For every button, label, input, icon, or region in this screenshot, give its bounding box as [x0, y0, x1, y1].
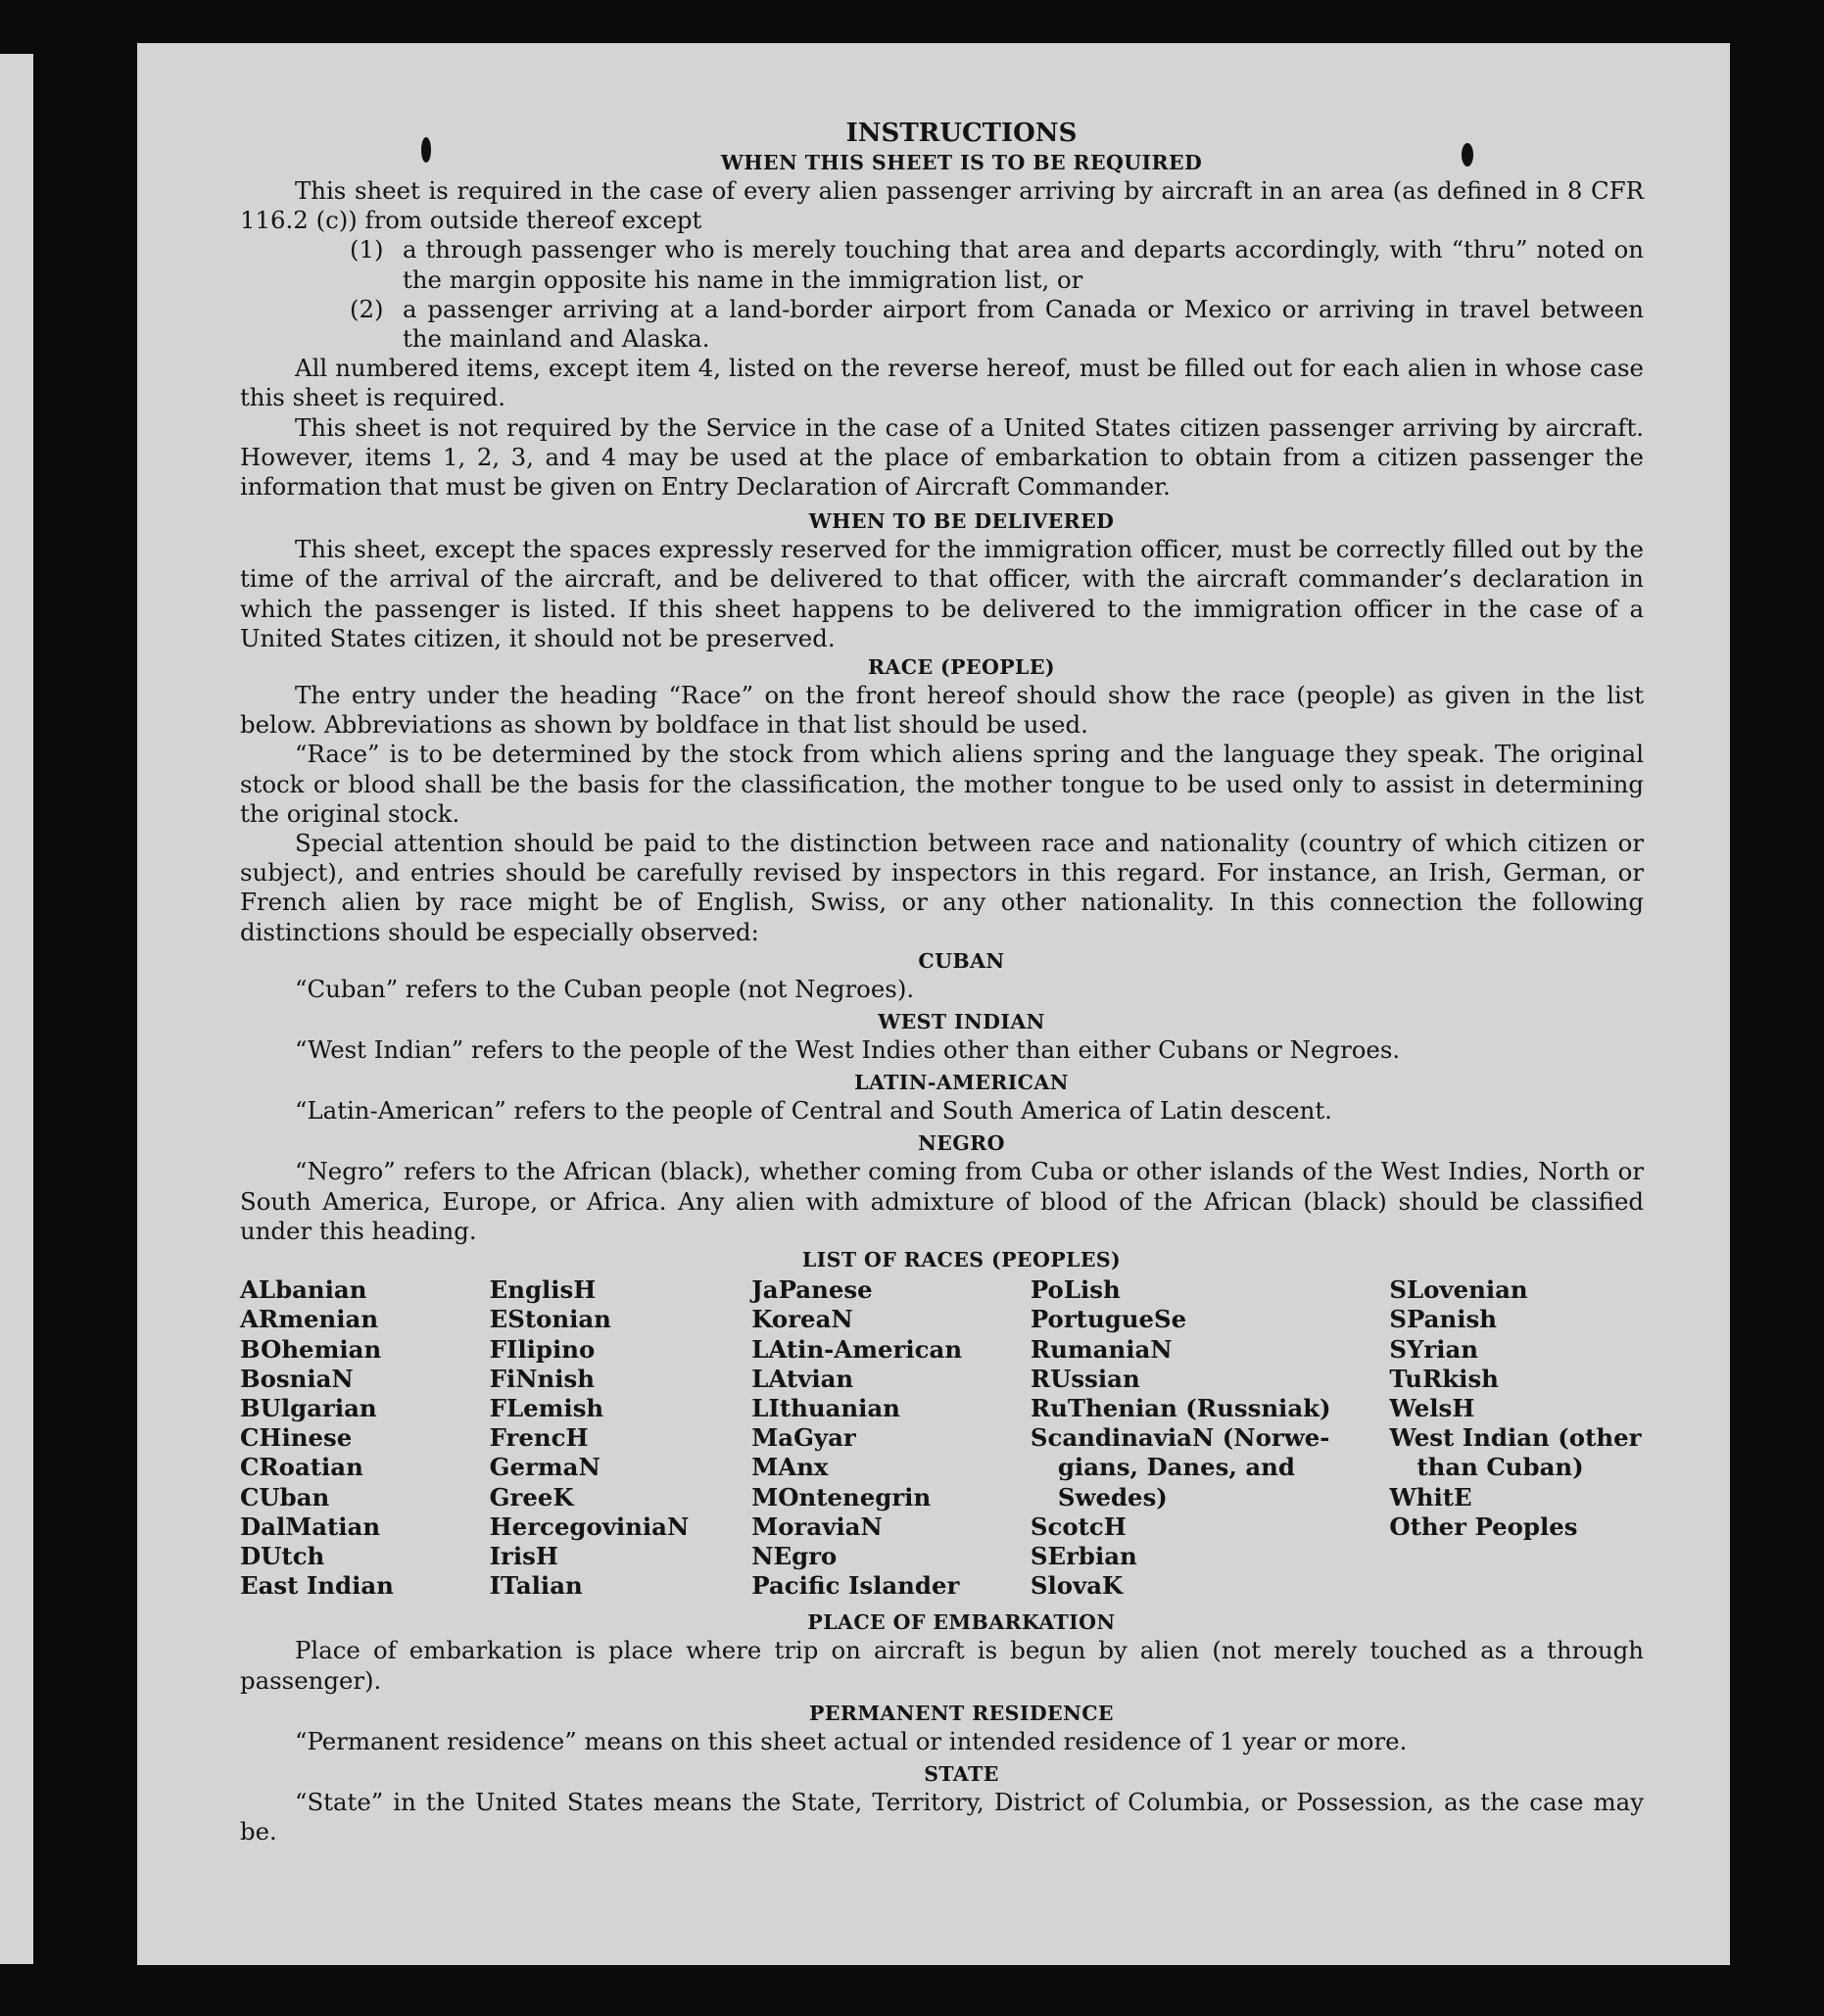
- race-item-scandinavian-cont: Swedes): [1057, 1482, 1168, 1512]
- document-page: [137, 43, 1730, 1965]
- heading-required: WHEN THIS SHEET IS TO BE REQUIRED: [720, 151, 1203, 174]
- race-item: ITalian: [489, 1571, 583, 1601]
- paragraph-state: “State” in the United States means the State, Territory, District of Columbia, or Possession, as the case may be.: [240, 1787, 1644, 1847]
- race-item: SYrian: [1389, 1334, 1479, 1364]
- paragraph-delivered: This sheet, except the spaces expressly reserved for the immigration officer, must be correctly filled out by the time of the arrival of the aircraft, and be delivered to that officer, with the aircraft commander’s declaration in which the passenger is listed. If this sheet happens to be delivered to the immigration officer in the case of a United States citizen, it should not be preserved.: [240, 535, 1644, 652]
- heading-state: STATE: [924, 1761, 999, 1786]
- races-column-4: [1031, 1275, 1389, 1601]
- race-item: DalMatian: [240, 1512, 381, 1541]
- paragraph-race-nationality: Special attention should be paid to the distinction between race and nationality (country of which citizen or subject), and entries should be carefully revised by inspectors in this regard. For instance, an Irish, German, or French alien by race might be of English, Swiss, or any other nationality. In this connection the following distinctions should be especially observed:: [240, 829, 1644, 946]
- race-item: SLovenian: [1389, 1275, 1528, 1305]
- race-item: PoLish: [1030, 1275, 1121, 1305]
- race-item: WhitE: [1389, 1482, 1472, 1512]
- races-column-5: [1389, 1275, 1644, 1601]
- race-item: JaPanese: [751, 1275, 873, 1305]
- list-item: [240, 235, 1644, 294]
- paragraph-residence: “Permanent residence” means on this sheet actual or intended residence of 1 year or more.: [295, 1726, 1408, 1755]
- race-item: RumaniaN: [1030, 1334, 1173, 1364]
- heading-cuban: CUBAN: [918, 948, 1005, 973]
- race-item: ScotcH: [1030, 1512, 1127, 1541]
- ink-mark-left: [421, 137, 431, 163]
- races-column-3: [751, 1275, 1031, 1601]
- race-item: FIlipino: [489, 1334, 596, 1364]
- item-number: (1): [350, 235, 384, 264]
- race-item: MaGyar: [751, 1423, 856, 1453]
- paragraph-race-stock: “Race” is to be determined by the stock from which aliens spring and the language they speak. The original stock or blood shall be the basis for the classification, the mother tongue to be used only to assist in determining the original stock.: [240, 740, 1644, 828]
- race-item-west-indian-cont: than Cuban): [1416, 1453, 1584, 1482]
- race-item: PortugueSe: [1030, 1305, 1187, 1334]
- race-item: LAtvian: [751, 1364, 854, 1393]
- paragraph-negro: “Negro” refers to the African (black), whether coming from Cuba or other islands of the West Indies, North or South America, Europe, or Africa. Any alien with admixture of blood of the African (black) should be classified under this heading.: [240, 1157, 1644, 1245]
- list-item: [240, 295, 1644, 354]
- race-item: IrisH: [489, 1541, 558, 1570]
- race-item-west-indian: West Indian (other: [1389, 1423, 1642, 1453]
- race-item: ARmenian: [240, 1305, 379, 1334]
- item-text: a passenger arriving at a land-border airport from Canada or Mexico or arriving in travel between the mainland and Alaska.: [403, 294, 1644, 354]
- race-item: RUssian: [1030, 1364, 1140, 1393]
- race-item: SlovaK: [1030, 1571, 1124, 1601]
- item-text: a through passenger who is merely touching that area and departs accordingly, with “thru” noted on the margin opposite his name in the immigration list, or: [403, 235, 1644, 294]
- heading-latin-american: LATIN-AMERICAN: [854, 1071, 1069, 1095]
- race-item: HercegoviniaN: [489, 1512, 690, 1541]
- item-number: (2): [350, 294, 384, 323]
- race-item: MAnx: [751, 1453, 829, 1482]
- adjacent-page-edge: [0, 54, 33, 1964]
- ink-mark-right: [1462, 143, 1473, 167]
- page-title: INSTRUCTIONS: [845, 119, 1078, 148]
- race-item: DUtch: [240, 1541, 325, 1570]
- race-item: CUban: [240, 1482, 330, 1512]
- race-item: EnglisH: [489, 1275, 597, 1305]
- race-item: GermaN: [489, 1453, 600, 1482]
- race-item: BOhemian: [240, 1334, 382, 1364]
- race-item: NEgro: [751, 1541, 838, 1570]
- race-item: CRoatian: [240, 1453, 363, 1482]
- heading-delivered: WHEN TO BE DELIVERED: [808, 509, 1115, 534]
- heading-negro: NEGRO: [918, 1131, 1005, 1156]
- race-item: FLemish: [489, 1393, 604, 1422]
- paragraph-embarkation: Place of embarkation is place where trip on aircraft is begun by alien (not merely touched as a through passenger).: [240, 1636, 1644, 1695]
- heading-residence: PERMANENT RESIDENCE: [809, 1701, 1114, 1725]
- heading-west-indian: WEST INDIAN: [878, 1010, 1045, 1034]
- paragraph-west-indian: “West Indian” refers to the people of the West Indies other than either Cubans or Negroes.: [295, 1035, 1401, 1065]
- race-item: FiNnish: [489, 1364, 595, 1393]
- races-list: [240, 1275, 1644, 1601]
- race-item: CHinese: [240, 1423, 353, 1453]
- paragraph-required-intro: This sheet is required in the case of every alien passenger arriving by aircraft in an area (as defined in 8 CFR 116.2 (c)) from outside thereof except: [240, 176, 1644, 235]
- race-item: LIthuanian: [751, 1393, 900, 1422]
- race-item: MoraviaN: [751, 1512, 883, 1541]
- race-item: LAtin-American: [751, 1334, 963, 1364]
- race-item: SPanish: [1389, 1305, 1497, 1334]
- heading-list-of-races: LIST OF RACES (PEOPLES): [801, 1248, 1122, 1272]
- paragraph-citizen: This sheet is not required by the Service in the case of a United States citizen passenger arriving by aircraft. However, items 1, 2, 3, and 4 may be used at the place of embarkation to obtain from a citizen passenger the information that must be given on Entry Declaration of Aircraft Commander.: [240, 412, 1644, 502]
- race-item: KoreaN: [751, 1305, 853, 1334]
- race-item: EStonian: [489, 1305, 611, 1334]
- races-column-2: [490, 1275, 752, 1601]
- races-column-1: [240, 1275, 490, 1601]
- race-item: RuThenian (Russniak): [1030, 1393, 1331, 1422]
- race-item: MOntenegrin: [751, 1482, 932, 1512]
- race-item: TuRkish: [1389, 1364, 1499, 1393]
- race-item: WelsH: [1389, 1393, 1475, 1422]
- race-item-scandinavian-cont: gians, Danes, and: [1057, 1453, 1295, 1482]
- paragraph-cuban: “Cuban” refers to the Cuban people (not Negroes).: [295, 974, 915, 1003]
- race-item: BUlgarian: [240, 1393, 377, 1422]
- race-item: Pacific Islander: [751, 1571, 960, 1601]
- race-item: Other Peoples: [1389, 1512, 1578, 1541]
- race-item: ALbanian: [240, 1275, 367, 1305]
- race-item: East Indian: [240, 1571, 394, 1601]
- paragraph-race-entry: The entry under the heading “Race” on the front hereof should show the race (people) as given in the list below. Abbreviations as shown by boldface in that list should be used.: [240, 681, 1644, 740]
- paragraph-latin-american: “Latin-American” refers to the people of Central and South America of Latin descent.: [295, 1096, 1332, 1126]
- heading-race: RACE (PEOPLE): [868, 655, 1055, 680]
- paragraph-numbered-items: All numbered items, except item 4, listed on the reverse hereof, must be filled out for each alien in whose case this sheet is required.: [240, 354, 1644, 412]
- race-item: SErbian: [1030, 1541, 1137, 1570]
- heading-embarkation: PLACE OF EMBARKATION: [807, 1610, 1116, 1635]
- race-item: GreeK: [489, 1482, 574, 1512]
- race-item: FrencH: [489, 1423, 589, 1453]
- race-item-scandinavian: ScandinaviaN (Norwe-: [1030, 1423, 1330, 1453]
- race-item: BosniaN: [240, 1364, 354, 1393]
